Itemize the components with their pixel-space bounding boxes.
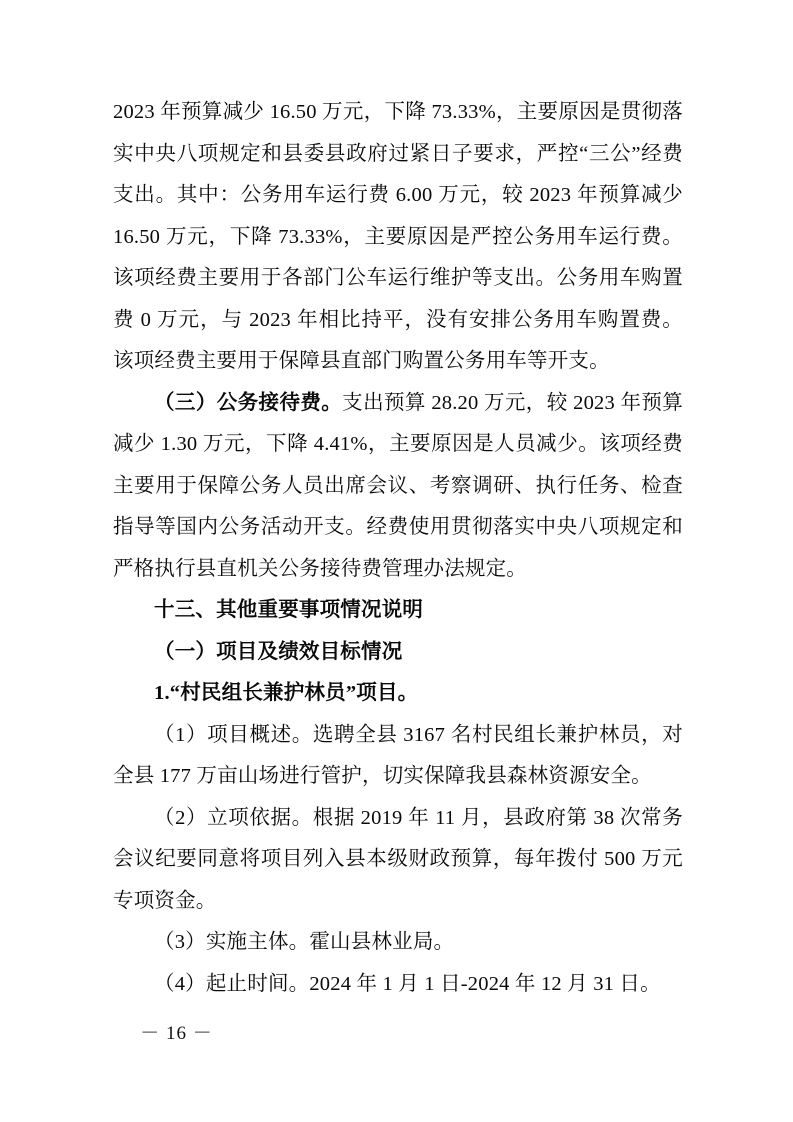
- page-body: [113, 92, 683, 1005]
- paragraph-project-implementer: （3）实施主体。霍山县林业局。: [154, 931, 455, 953]
- paragraph-project-duration: （4）起止时间。2024 年 1 月 1 日-2024 年 12 月 31 日。: [154, 972, 661, 995]
- paragraph-lead-label: （三）公务接待费。: [154, 391, 343, 414]
- paragraph-three-public-funds-vehicles: 2023 年预算减少 16.50 万元，下降 73.33%，主要原因是贯彻落实中央八项规定和县委县政府过紧日子要求，严控“三公”经费支出。其中：公务用车运行费 6.00 万元，较 2023 年预算减少 16.50 万元，下降 73.33%，主要原因是严控公务用车运行费。该项经费主要用于各部门公车运行维护等支出。公务用车购置费 0 万元，与 2023 年相比持平，没有安排公务用车购置费。该项经费主要用于保障县直部门购置公务用车等开支。: [113, 101, 683, 372]
- paragraph-body-text: 支出预算 28.20 万元，较 2023 年预算减少 1.30 万元，下降 4.41%，主要原因是人员减少。该项经费主要用于保障公务人员出席会议、考察调研、执行任务、检查指导等国内公务活动开支。经费使用贯彻落实中央八项规定和严格执行县直机关公务接待费管理办法规定。: [113, 391, 683, 580]
- paragraph-project-overview: （1）项目概述。选聘全县 3167 名村民组长兼护林员，对全县 177 万亩山场进行管护，切实保障我县森林资源安全。: [113, 723, 683, 787]
- paragraph-project-basis: （2）立项依据。根据 2019 年 11 月，县政府第 38 次常务会议纪要同意将项目列入县本级财政预算，每年拨付 500 万元专项资金。: [113, 806, 683, 912]
- heading-project-item-one: 1.“村民组长兼护林员”项目。: [154, 682, 419, 704]
- page-number: [0, 1018, 793, 1045]
- heading-section-thirteen: 十三、其他重要事项情况说明: [154, 599, 424, 621]
- heading-subsection-one: （一）项目及绩效目标情况: [154, 640, 403, 663]
- paragraph-official-reception-fee: [113, 383, 683, 591]
- page-number-value: － 16 －: [140, 1023, 213, 1044]
